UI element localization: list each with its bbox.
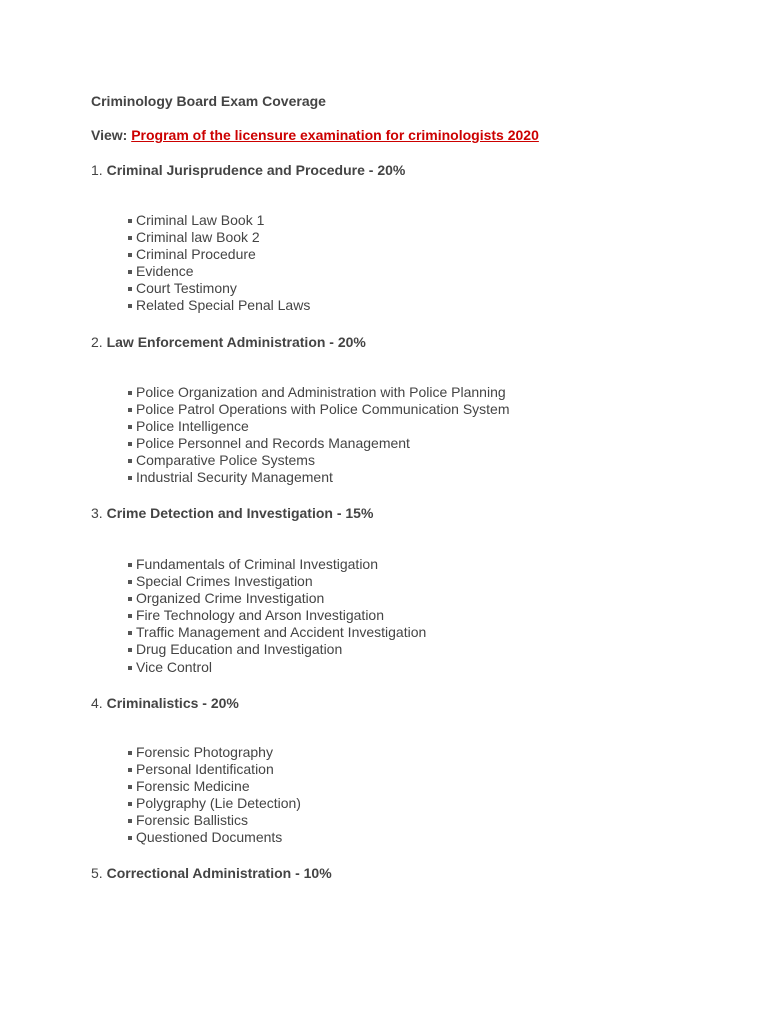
bullet-icon (128, 631, 132, 635)
bullet-icon (128, 408, 132, 412)
section-heading-3 (91, 505, 373, 522)
list-item (128, 435, 510, 452)
bullet-icon (128, 597, 132, 601)
view-label: View: (91, 127, 128, 143)
bullet-icon (128, 476, 132, 480)
topic-text: Police Patrol Operations with Police Communication System (136, 401, 510, 418)
list-item (128, 263, 310, 280)
list-item (128, 778, 301, 795)
list-item (128, 761, 301, 778)
bullet-icon (128, 219, 132, 223)
list-item (128, 401, 510, 418)
section-3-topics (128, 556, 426, 676)
topic-text: Court Testimony (136, 280, 237, 297)
topic-text: Criminal Procedure (136, 246, 256, 263)
topic-text: Personal Identification (136, 761, 274, 778)
bullet-icon (128, 819, 132, 823)
section-2-topics (128, 384, 510, 487)
topic-text: Comparative Police Systems (136, 452, 315, 469)
list-item (128, 812, 301, 829)
topic-text: Forensic Photography (136, 744, 273, 760)
section-number: 5. (91, 865, 103, 881)
bullet-icon (128, 666, 132, 670)
section-number: 1. (91, 162, 103, 178)
section-number: 3. (91, 505, 103, 521)
topic-text: Forensic Ballistics (136, 812, 249, 829)
section-name: Crime Detection and Investigation - 15% (106, 505, 374, 521)
bullet-icon (128, 802, 132, 806)
topic-text: Police Organization and Administration with Police Planning (136, 384, 506, 400)
bullet-icon (128, 614, 132, 618)
bullet-icon (128, 253, 132, 257)
list-item (128, 452, 510, 469)
section-number: 4. (91, 695, 103, 711)
section-heading-4 (91, 695, 239, 712)
section-heading-5 (91, 865, 332, 882)
section-name: Correctional Administration - 10% (106, 865, 332, 881)
list-item (128, 246, 310, 263)
list-item (128, 297, 310, 314)
bullet-icon (128, 836, 132, 840)
topic-text: Traffic Management and Accident Investigation (136, 624, 427, 641)
bullet-icon (128, 751, 132, 755)
section-4-topics (128, 744, 301, 847)
list-item (128, 829, 301, 846)
topic-text: Related Special Penal Laws (136, 297, 311, 314)
program-link[interactable]: Program of the licensure examination for criminologists 2020 (131, 127, 539, 143)
list-item (128, 795, 301, 812)
bullet-icon (128, 563, 132, 567)
list-item (128, 280, 310, 297)
topic-text: Police Personnel and Records Management (136, 435, 410, 452)
bullet-icon (128, 459, 132, 463)
topic-text: Vice Control (136, 658, 213, 675)
topic-text: Criminal Law Book 1 (136, 212, 265, 228)
topic-text: Questioned Documents (136, 829, 283, 846)
list-item (128, 607, 426, 624)
list-item (128, 590, 426, 607)
list-item (128, 229, 310, 246)
bullet-icon (128, 648, 132, 652)
list-item (128, 624, 426, 641)
list-item (128, 659, 426, 676)
bullet-icon (128, 270, 132, 274)
list-item (128, 418, 510, 435)
bullet-icon (128, 785, 132, 789)
topic-text: Police Intelligence (136, 418, 249, 435)
section-name: Criminalistics - 20% (106, 695, 239, 711)
list-item (128, 744, 301, 761)
list-item (128, 212, 310, 229)
section-heading-1 (91, 162, 405, 179)
view-line (91, 127, 539, 144)
list-item (128, 556, 426, 573)
list-item (128, 469, 510, 486)
bullet-icon (128, 236, 132, 240)
topic-text: Organized Crime Investigation (136, 590, 325, 607)
topic-text: Criminal law Book 2 (136, 229, 260, 246)
topic-text: Fire Technology and Arson Investigation (136, 607, 385, 624)
bullet-icon (128, 580, 132, 584)
list-item (128, 641, 426, 658)
bullet-icon (128, 442, 132, 446)
section-heading-2 (91, 334, 366, 351)
list-item (128, 573, 426, 590)
list-item (128, 384, 510, 401)
section-name: Law Enforcement Administration - 20% (106, 334, 366, 350)
section-number: 2. (91, 334, 103, 350)
bullet-icon (128, 425, 132, 429)
topic-text: Drug Education and Investigation (136, 641, 343, 658)
bullet-icon (128, 287, 132, 291)
topic-text: Forensic Medicine (136, 778, 250, 795)
topic-text: Fundamentals of Criminal Investigation (136, 556, 379, 572)
topic-text: Special Crimes Investigation (136, 573, 313, 590)
bullet-icon (128, 391, 132, 395)
bullet-icon (128, 304, 132, 308)
topic-text: Industrial Security Management (136, 469, 333, 486)
bullet-icon (128, 768, 132, 772)
topic-text: Polygraphy (Lie Detection) (136, 795, 301, 812)
page-title: Criminology Board Exam Coverage (91, 93, 326, 109)
topic-text: Evidence (136, 263, 194, 280)
section-name: Criminal Jurisprudence and Procedure - 20% (106, 162, 406, 178)
section-1-topics (128, 212, 310, 315)
